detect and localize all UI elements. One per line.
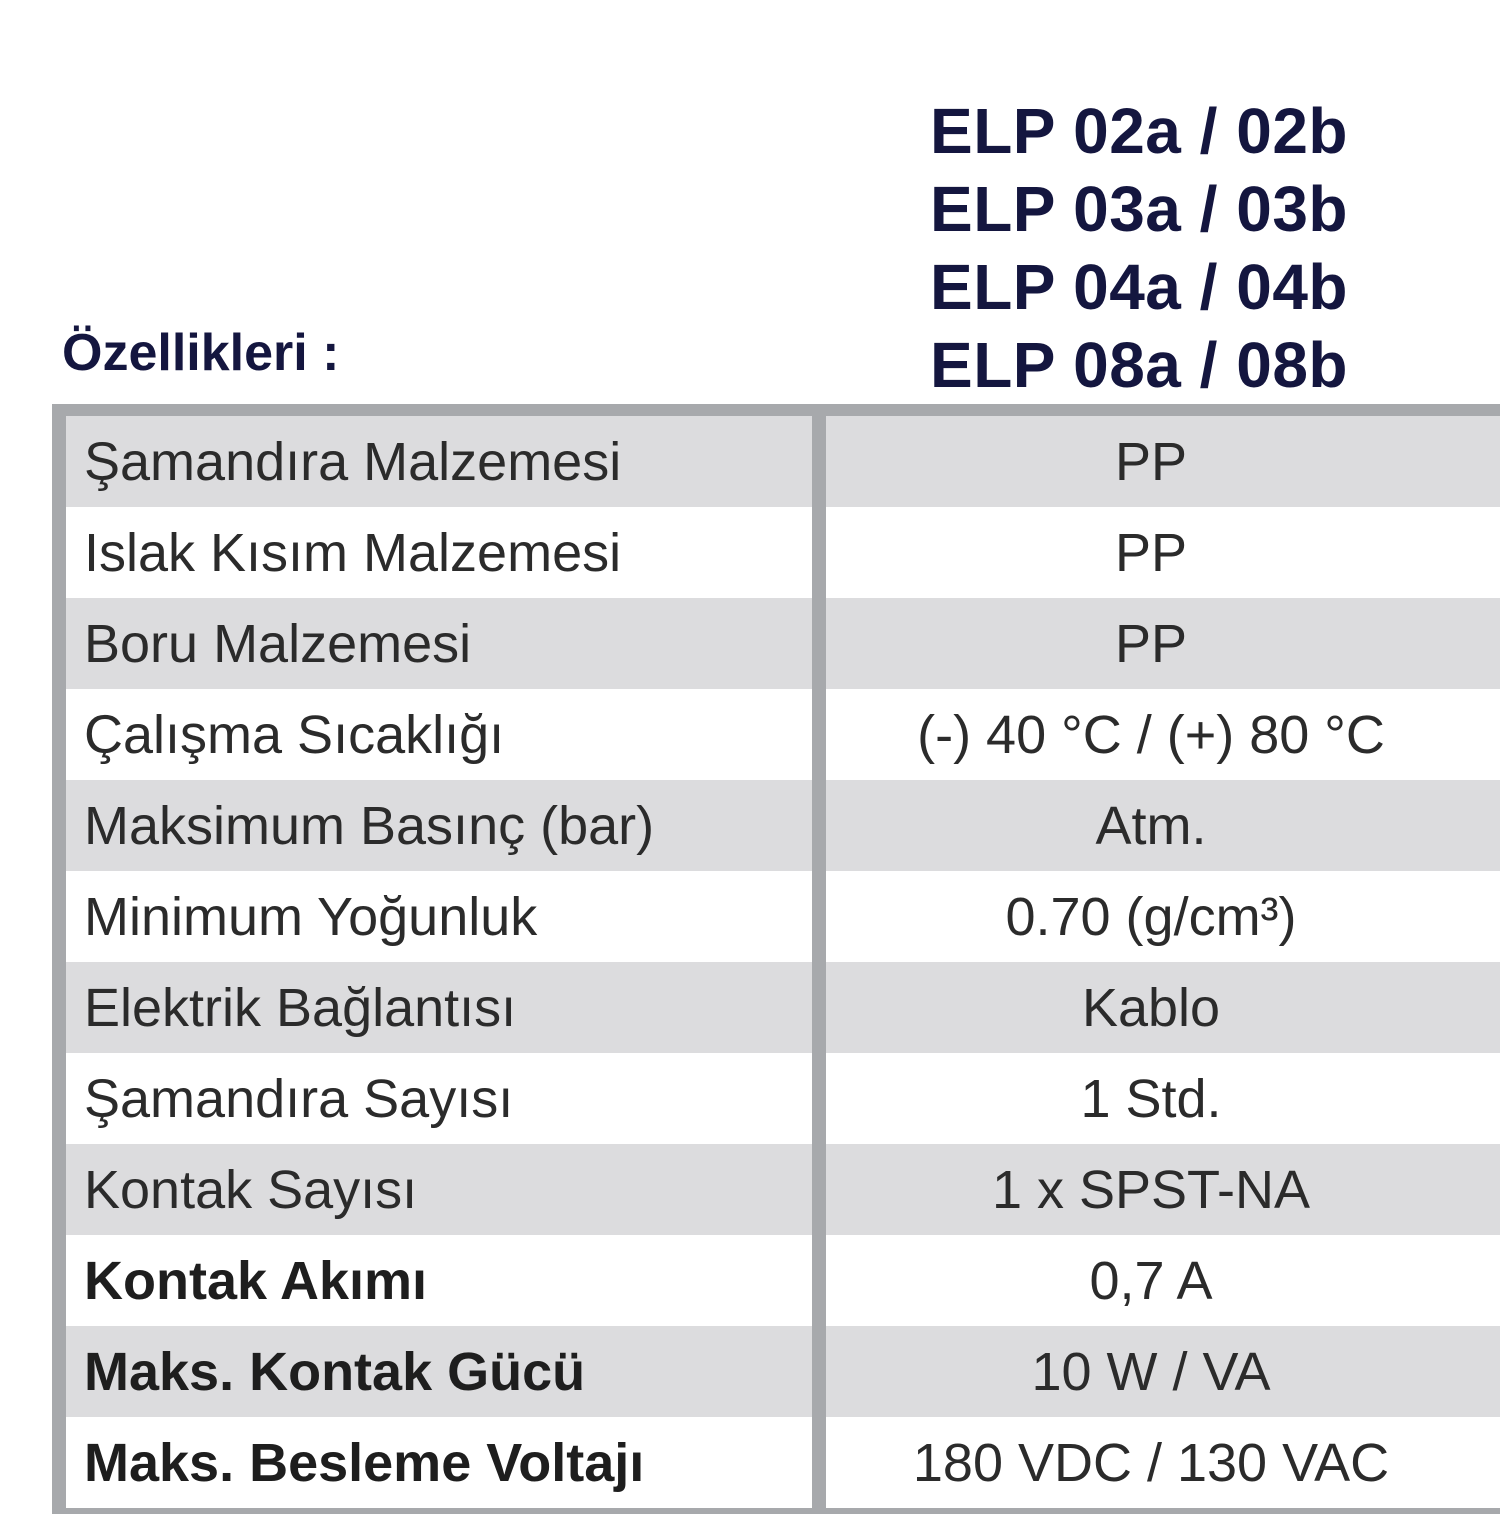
spec-value: 0,7 A — [826, 1235, 1500, 1326]
spec-value: PP — [826, 507, 1500, 598]
table-row — [66, 871, 1500, 962]
table-row — [66, 1326, 1500, 1417]
spec-value: (-) 40 °C / (+) 80 °C — [826, 689, 1500, 780]
spec-label: Boru Malzemesi — [66, 598, 812, 689]
table-row — [66, 689, 1500, 780]
spec-label: Minimum Yoğunluk — [66, 871, 812, 962]
spec-label: Maks. Kontak Gücü — [66, 1326, 812, 1417]
model-name: ELP 02a / 02b — [930, 95, 1348, 167]
table-row — [66, 1053, 1500, 1144]
spec-value: Atm. — [826, 780, 1500, 871]
spec-label: Şamandıra Malzemesi — [66, 416, 812, 507]
spec-value: 1 Std. — [826, 1053, 1500, 1144]
table-row — [66, 416, 1500, 507]
model-list — [930, 92, 1348, 404]
table-row — [66, 1144, 1500, 1235]
spec-value: 0.70 (g/cm³) — [826, 871, 1500, 962]
spec-label: Çalışma Sıcaklığı — [66, 689, 812, 780]
spec-value: PP — [826, 416, 1500, 507]
table-row — [66, 1235, 1500, 1326]
model-name: ELP 04a / 04b — [930, 251, 1348, 323]
spec-value: 180 VDC / 130 VAC — [826, 1417, 1500, 1508]
spec-label: Şamandıra Sayısı — [66, 1053, 812, 1144]
spec-label: Kontak Akımı — [66, 1235, 812, 1326]
spec-label: Maks. Besleme Voltajı — [66, 1417, 812, 1508]
spec-table — [66, 416, 1500, 1508]
model-name: ELP 08a / 08b — [930, 329, 1348, 401]
section-title: Özellikleri : — [62, 324, 340, 382]
spec-label: Maksimum Basınç (bar) — [66, 780, 812, 871]
table-row — [66, 962, 1500, 1053]
spec-label: Islak Kısım Malzemesi — [66, 507, 812, 598]
table-row — [66, 507, 1500, 598]
table-row — [66, 598, 1500, 689]
spec-value: 1 x SPST-NA — [826, 1144, 1500, 1235]
spec-value: Kablo — [826, 962, 1500, 1053]
table-row — [66, 1417, 1500, 1508]
spec-value: 10 W / VA — [826, 1326, 1500, 1417]
model-name: ELP 03a / 03b — [930, 173, 1348, 245]
spec-label: Elektrik Bağlantısı — [66, 962, 812, 1053]
table-row — [66, 780, 1500, 871]
spec-value: PP — [826, 598, 1500, 689]
spec-label: Kontak Sayısı — [66, 1144, 812, 1235]
